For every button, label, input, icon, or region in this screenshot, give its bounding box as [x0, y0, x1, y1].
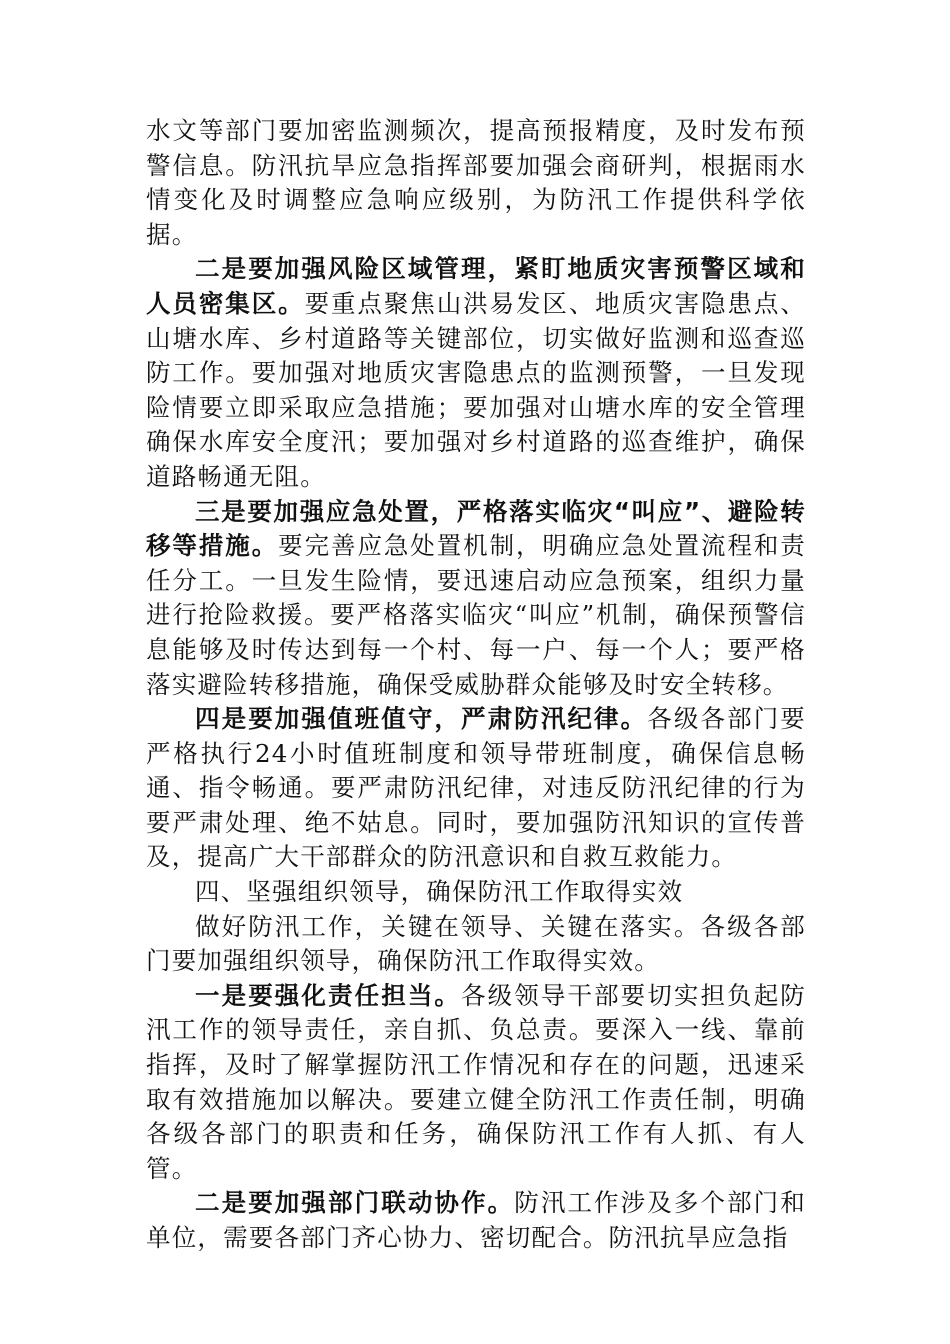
- section-heading: 四、坚强组织领导，确保防汛工作取得实效: [195, 877, 684, 907]
- document-body: [146, 114, 806, 1256]
- paragraph-risk-area: [146, 252, 806, 494]
- paragraph-lead: 二是要加强风险区域管理，紧盯地质灾害预警区域和人员密集区。: [146, 254, 806, 318]
- paragraph-lead: 三是要加强应急处置，严格落实临灾“叫应”、避险转移等措施。: [146, 496, 806, 561]
- paragraph-text: 各级领导干部要切实担负起防汛工作的领导责任，亲自抓、负总责。要深入一线、靠前指挥，及时了解掌握防汛工作情况和存在的问题，迅速采取有效措施加以解决。要建立健全防汛工作责任制，明确各级各部门的职责和任务，确保防汛工作有人抓、有人管。: [146, 980, 806, 1183]
- paragraph-text: 要重点聚焦山洪易发区、地质灾害隐患点、山塘水库、乡村道路等关键部位，切实做好监测和巡查巡防工作。要加强对地质灾害隐患点的监测预警，一旦发现险情要立即采取应急措施；要加强对山塘水库的安全管理确保水库安全度汛；要加强对乡村道路的巡查维护，确保道路畅通无阻。: [146, 288, 806, 491]
- paragraph-responsibility: [146, 979, 806, 1187]
- paragraph-continuation: [146, 114, 806, 252]
- paragraph-text: 防汛工作涉及多个部门和单位，需要各部门齐心协力、密切配合。防汛抗旱应急指: [146, 1188, 806, 1252]
- paragraph-intro: [146, 910, 806, 979]
- paragraph-lead: 四是要加强值班值守，严肃防汛纪律。: [195, 704, 648, 734]
- paragraph-emergency: [146, 495, 806, 703]
- paragraph-text: 要完善应急处置机制，明确应急处置流程和责任分工。一旦发生险情，要迅速启动应急预案，组织力量进行抢险救援。要严格落实临灾“叫应”机制，确保预警信息能够及时传达到每一个村、每一户、每一个人；要严格落实避险转移措施，确保受威胁群众能够及时安全转移。: [146, 531, 807, 699]
- paragraph-lead: 二是要加强部门联动协作。: [195, 1188, 515, 1218]
- paragraph-text: 水文等部门要加密监测频次，提高预报精度，及时发布预警信息。防汛抗旱应急指挥部要加强会商研判，根据雨水情变化及时调整应急响应级别，为防汛工作提供科学依据。: [146, 116, 806, 249]
- paragraph-duty: [146, 702, 806, 875]
- paragraph-text: 做好防汛工作，关键在领导、关键在落实。各级各部门要加强组织领导，确保防汛工作取得实效。: [146, 911, 806, 976]
- paragraph-text: 各级各部门要严格执行24小时值班制度和领导带班制度，确保信息畅通、指令畅通。要严肃防汛纪律，对违反防汛纪律的行为要严肃处理、绝不姑息。同时，要加强防汛知识的宣传普及，提高广大干部群众的防汛意识和自救互救能力。: [146, 704, 807, 872]
- paragraph-lead: 一是要强化责任担当。: [195, 980, 462, 1010]
- paragraph-coordination: [146, 1186, 806, 1255]
